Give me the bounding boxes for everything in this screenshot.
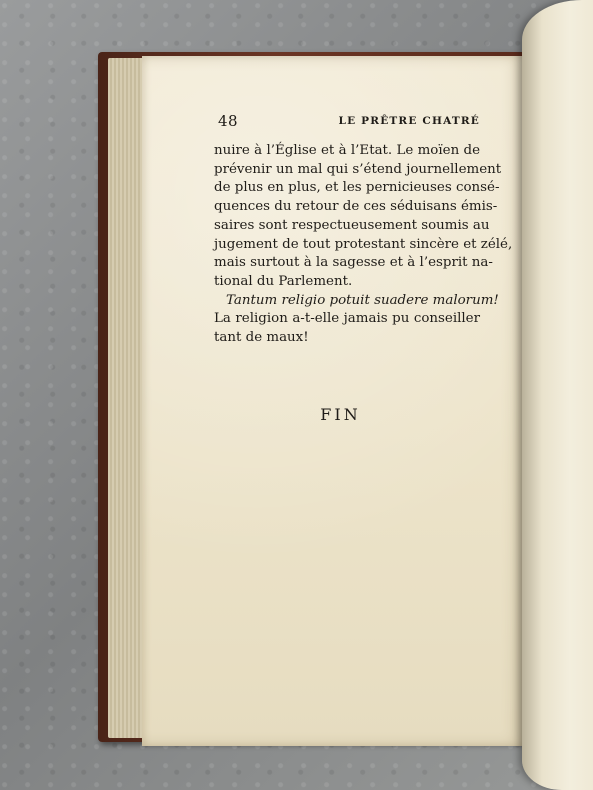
- text-line: jugement de tout protestant sincère et zélé,: [214, 236, 513, 252]
- page-header: [218, 112, 480, 132]
- text-line: mais surtout à la sagesse et à l’esprit na-: [214, 255, 493, 271]
- text-line: saires sont respectueusement soumis au: [214, 217, 490, 233]
- facing-page: [522, 0, 593, 790]
- text-line: tant de maux!: [214, 330, 309, 346]
- fin-text: FIN: [320, 405, 361, 424]
- text-line: nuire à l’Église et à l’Etat. Le moïen de: [214, 143, 480, 158]
- page-number: 48: [218, 112, 239, 130]
- text-line: La religion a-t-elle jamais pu conseiller: [214, 311, 480, 327]
- body-text: [214, 142, 513, 348]
- text-line: prévenir un mal qui s’étend journellement: [214, 161, 502, 177]
- text-line: quences du retour de ces séduisans émis-: [214, 199, 498, 215]
- latin-quote: Tantum religio potuit suadere malorum!: [226, 292, 499, 308]
- text-line: tional du Parlement.: [214, 273, 353, 289]
- text-line: de plus en plus, et les pernicieuses consé-: [214, 180, 500, 196]
- end-mark: [0, 405, 593, 424]
- page-edges: [108, 58, 146, 738]
- running-title: LE PRÊTRE CHATRÉ: [338, 115, 480, 127]
